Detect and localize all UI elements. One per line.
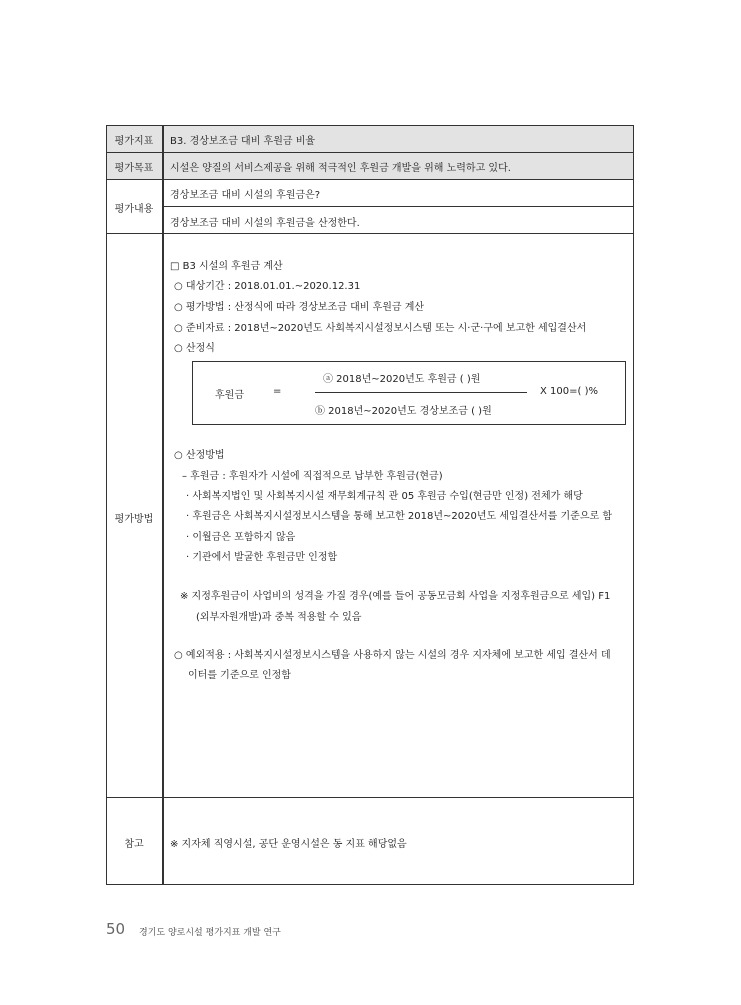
table-top-border [106,125,634,126]
page-number: 50 [106,920,126,938]
calc-line: – 후원금 : 후원자가 시설에 직접적으로 납부한 후원금(현금) [182,471,443,482]
table-left-border [106,125,107,885]
exception-line: ○ 예외적용 : 사회복지시설정보시스템을 사용하지 않는 시설의 경우 지자체에 보고한 세입 결산서 데 [174,650,611,661]
method-item: ○ 대상기간 : 2018.01.01.~2020.12.31 [174,281,361,292]
goal-text: 시설은 양질의 서비스제공을 위해 적극적인 후원금 개발을 위해 노력하고 있다. [170,163,511,174]
formula-numerator: ⓐ 2018년~2020년도 후원금 ( )원 [323,374,481,385]
method-title: □ B3 시설의 후원금 계산 [170,261,283,272]
table-right-border [633,125,634,885]
note-line: ※ 지정후원금이 사업비의 성격을 가질 경우(예를 들어 공동모금회 사업을 지정후원금으로 세입) F1 [180,591,611,602]
calc-line: · 후원금은 사회복지시설정보시스템을 통해 보고한 2018년~2020년도 세입결산서를 기준으로 함 [186,511,612,522]
label-goal: 평가목표 [114,163,154,174]
footer-title: 경기도 양로시설 평가지표 개발 연구 [139,928,281,938]
formula-denominator: ⓑ 2018년~2020년도 경상보조금 ( )원 [315,406,492,417]
column-divider [162,125,164,885]
formula-box [192,361,626,425]
calc-line: · 이월금은 포함하지 않음 [186,532,296,543]
calc-line: · 기관에서 발굴한 후원금만 인정함 [186,552,338,563]
method-item: ○ 평가방법 : 산정식에 따라 경상보조금 대비 후원금 계산 [174,302,425,313]
calc-title: ○ 산정방법 [174,450,225,461]
note-line: (외부자원개발)과 중복 적용할 수 있음 [196,612,362,623]
method-item: ○ 준비자료 : 2018년~2020년도 사회복지시설정보시스템 또는 시·군·구에 보고한 세입결산서 [174,323,587,334]
label-reference: 참고 [124,839,144,850]
formula-label: 후원금 [215,390,244,401]
calc-line: · 사회복지법인 및 사회복지시설 재무회계규칙 관 05 후원금 수입(현금만 인정) 전체가 해당 [186,491,583,502]
label-indicator: 평가지표 [114,136,154,147]
formula-equals: = [273,386,282,397]
row-divider [106,797,634,798]
indicator-text: B3. 경상보조금 대비 후원금 비율 [170,136,316,147]
exception-line: 이터를 기준으로 인정함 [188,670,291,681]
method-item: ○ 산정식 [174,343,215,354]
reference-text: ※ 지자체 직영시설, 공단 운영시설은 동 지표 해당없음 [170,839,407,850]
row-divider [106,179,634,180]
label-method: 평가방법 [114,514,154,525]
row-divider [106,233,634,234]
row-divider [106,152,634,153]
content-line: 경상보조금 대비 시설의 후원금을 산정한다. [170,218,360,229]
label-content: 평가내용 [114,204,154,215]
evaluation-table [106,125,634,885]
formula-multiplier: X 100=( )% [540,386,598,397]
fraction-line [315,392,527,393]
content-line: 경상보조금 대비 시설의 후원금은? [170,190,321,201]
row-divider [162,206,634,207]
table-bottom-border [106,884,634,885]
